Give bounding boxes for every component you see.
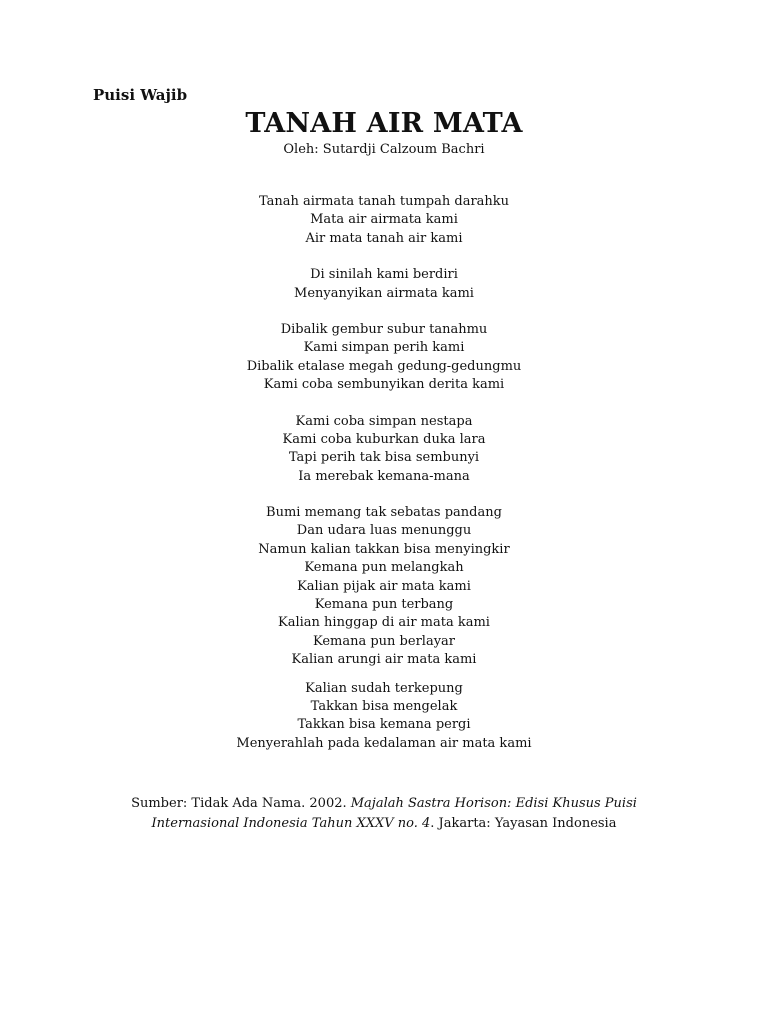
poem-line: Bumi memang tak sebatas pandang [266, 505, 502, 521]
poem-line: Di sinilah kami berdiri [310, 267, 458, 283]
stanza-4 [0, 413, 768, 487]
stanza-3 [0, 321, 768, 395]
citation-italic-edition: Internasional Indonesia Tahun XXXV no. 4 [151, 816, 431, 831]
stanza-5 [0, 504, 768, 670]
poem-line: Mata air airmata kami [310, 212, 458, 228]
poem-line: Kami coba simpan nestapa [295, 413, 473, 429]
stanza-6 [0, 680, 768, 754]
section-label: Puisi Wajib [93, 86, 188, 104]
poem-title: TANAH AIR MATA [245, 108, 523, 139]
stanza-2 [0, 266, 768, 303]
poem-line: Ia merebak kemana-mana [298, 468, 470, 484]
poem-line: Kemana pun melangkah [304, 560, 464, 576]
poem-line: Kami simpan perih kami [303, 340, 465, 356]
poem-line: Namun kalian takkan bisa menyingkir [258, 541, 510, 557]
poem-line: Tapi perih tak bisa sembunyi [288, 450, 480, 466]
poem-line: Takkan bisa kemana pergi [297, 717, 471, 733]
poem-line: Kalian sudah terkepung [305, 680, 463, 696]
citation-suffix: . Jakarta: Yayasan Indonesia [430, 816, 617, 831]
poem-line: Dibalik etalase megah gedung-gedungmu [246, 358, 522, 374]
source-citation [0, 794, 768, 834]
poem-line: Dan udara luas menunggu [296, 523, 472, 539]
poem-line: Menyanyikan airmata kami [294, 285, 474, 301]
poem-line: Kami coba sembunyikan derita kami [263, 377, 505, 393]
poem-line: Kalian arungi air mata kami [291, 652, 477, 668]
citation-line-2 [0, 814, 768, 834]
poem-line: Kemana pun berlayar [312, 633, 456, 649]
poem-line: Kalian hinggap di air mata kami [278, 615, 490, 631]
poem-body [0, 193, 768, 753]
poem-line: Menyerahlah pada kedalaman air mata kami [236, 735, 532, 751]
citation-prefix: Sumber: Tidak Ada Nama. 2002. [131, 796, 351, 811]
poem-line: Air mata tanah air kami [305, 230, 463, 246]
poem-line: Tanah airmata tanah tumpah darahku [258, 194, 510, 209]
stanza-1 [0, 193, 768, 248]
citation-line-1 [0, 794, 768, 814]
poem-line: Kemana pun terbang [314, 597, 454, 613]
poem-line: Takkan bisa mengelak [310, 698, 458, 714]
poem-line: Kami coba kuburkan duka lara [282, 431, 486, 447]
poem-author: Oleh: Sutardji Calzoum Bachri [283, 142, 485, 157]
poem-line: Dibalik gembur subur tanahmu [280, 321, 488, 337]
poem-line: Kalian pijak air mata kami [297, 578, 471, 594]
citation-italic-title: Majalah Sastra Horison: Edisi Khusus Puisi [350, 796, 637, 811]
